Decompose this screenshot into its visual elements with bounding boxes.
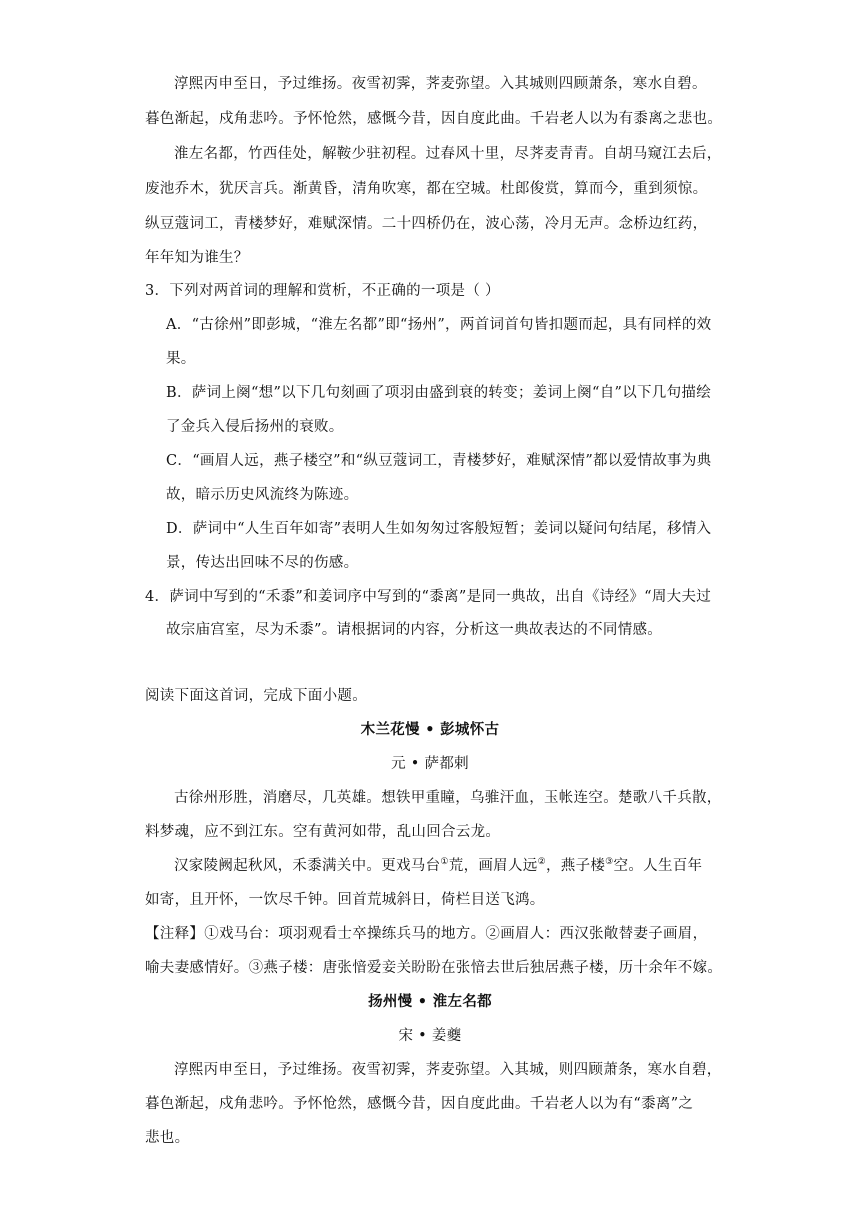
reading-intro: 阅读下面这首词，完成下面小题。 <box>145 688 367 704</box>
question-4-cont: 故宗庙宫室，尽为禾黍”。请根据词的内容，分析这一典故表达的不同情感。 <box>166 622 663 638</box>
option-d-cont: 景，传达出回味不尽的伤感。 <box>166 555 359 571</box>
note-marker-3: ③ <box>605 857 614 868</box>
poem-line: 废池乔木，犹厌言兵。渐黄昏，清角吹寒，都在空城。杜郎俊赏，算而今，重到须惊。 <box>145 181 708 197</box>
option-c-cont: 故，暗示历史风流终为陈迹。 <box>166 487 359 503</box>
option-b-cont: 了金兵入侵后扬州的衰败。 <box>166 419 344 435</box>
poem-line: 纵豆蔻词工，青楼梦好，难赋深情。二十四桥仍在，波心荡，冷月无声。念桥边红药， <box>145 216 708 232</box>
option-c: C．“画眉人远，燕子楼空”和“纵豆蔻词工，青楼梦好，难赋深情”都以爱情故事为典 <box>166 453 712 469</box>
note-marker-1: ① <box>440 857 449 868</box>
poem-2-author: 宋 • 姜夔 <box>398 1028 462 1044</box>
poem-1-text: 空。人生百年 <box>613 858 703 874</box>
poem-2-line: 暮色渐起，戍角悲吟。予怀怆然，感慨今昔，因自度此曲。千岩老人以为有“黍离”之 <box>145 1096 694 1112</box>
option-b: B．萨词上阕“想”以下几句刻画了项羽由盛到衰的转变；姜词上阕“自”以下几句描绘 <box>166 385 712 401</box>
preface-line: 暮色渐起，戍角悲吟。予怀怆然，感慨今昔，因自度此曲。千岩老人以为有黍离之悲也。 <box>145 111 723 127</box>
annotation-line: 喻夫妻感情好。③燕子楼：唐张愔爱妾关盼盼在张愔去世后独居燕子楼，历十余年不嫁。 <box>145 960 723 976</box>
annotation-line: 【注释】①戏马台：项羽观看士卒操练兵马的地方。②画眉人：西汉张敞替妻子画眉， <box>145 926 708 942</box>
question-4-stem: 4．萨词中写到的“禾黍”和姜词序中写到的“黍离”是同一典故，出自《诗经》“周大夫过 <box>145 589 712 605</box>
poem-2-title: 扬州慢 • 淮左名都 <box>368 993 492 1010</box>
option-a-cont: 果。 <box>166 351 196 367</box>
poem-1-line: 料梦魂，应不到江东。空有黄河如带，乱山回合云龙。 <box>145 824 501 840</box>
poem-line: 年年知为谁生？ <box>145 250 249 266</box>
poem-1-text: 汉家陵阙起秋风，禾黍满关中。更戏马台 <box>174 858 441 874</box>
poem-1-text: 荒，画眉人远 <box>448 858 538 874</box>
poem-2-line: 淳熙丙申至日，予过维扬。夜雪初霁，荠麦弥望。入其城，则四顾萧条，寒水自碧， <box>174 1062 722 1078</box>
option-d: D．萨词中“人生百年如寄”表明人生如匆匆过客般短暂；姜词以疑问句结尾，移情入 <box>166 521 712 537</box>
poem-line: 淮左名都，竹西佳处，解鞍少驻初程。过春风十里，尽荠麦青青。自胡马窥江去后， <box>174 146 722 162</box>
poem-1-author: 元 • 萨都剌 <box>391 756 469 772</box>
poem-1-line: 古徐州形胜，消磨尽，几英雄。想铁甲重瞳，乌骓汗血，玉帐连空。楚歌八千兵散， <box>174 790 722 806</box>
poem-1-line <box>174 854 702 875</box>
poem-1-text: ，燕子楼 <box>545 858 606 874</box>
note-marker-2: ② <box>537 857 546 868</box>
poem-2-line: 悲也。 <box>145 1130 190 1146</box>
poem-1-title: 木兰花慢 • 彭城怀古 <box>360 721 500 738</box>
preface-line: 淳熙丙申至日，予过维扬。夜雪初霁，荠麦弥望。入其城则四顾萧条，寒水自碧。 <box>174 76 707 92</box>
question-3-stem: 3．下列对两首词的理解和赏析，不正确的一项是（ ） <box>145 283 500 299</box>
option-a: A．“古徐州”即彭城，“淮左名都”即“扬州”，两首词首句皆扣题而起，具有同样的效 <box>166 317 712 333</box>
poem-1-line: 如寄，且开怀，一饮尽千钟。回首荒城斜日，倚栏目送飞鸿。 <box>145 892 545 908</box>
